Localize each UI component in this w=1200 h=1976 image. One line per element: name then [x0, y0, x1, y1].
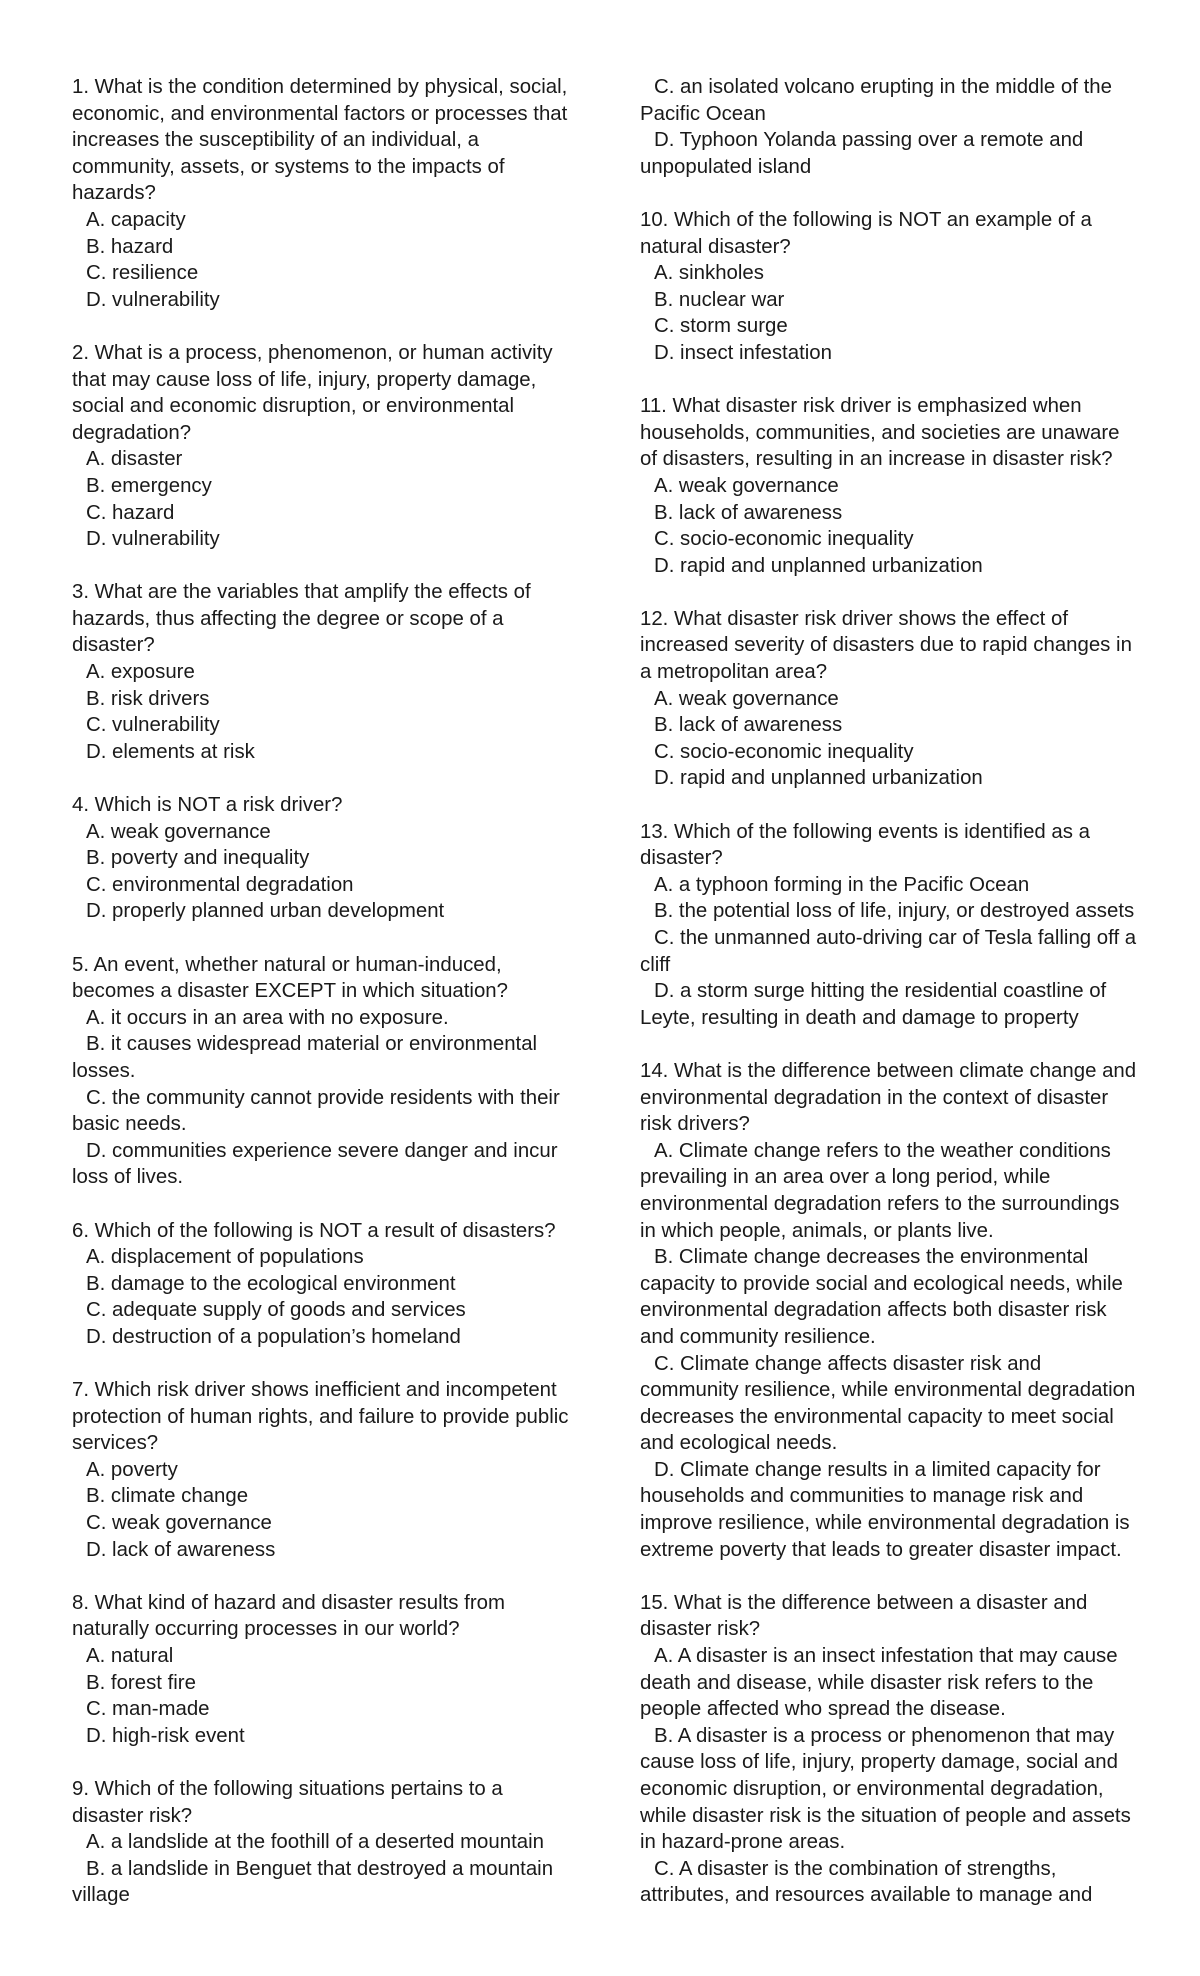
question-13 — [640, 819, 1140, 1032]
option-d: D. vulnerability — [86, 528, 220, 551]
question-10 — [640, 207, 1140, 367]
option-c: C. Climate change affects disaster risk and community resilience, while environmental degradation decreases the environmental capacity to meet social and ecological needs. — [640, 1352, 1136, 1455]
option-a: A. weak governance — [654, 474, 839, 497]
option-c: C. hazard — [86, 501, 175, 524]
option-c: C. vulnerability — [86, 714, 220, 737]
option-a: A. Climate change refers to the weather conditions prevailing in an area over a long period, while environmental degradation refers to the surroundings in which people, animals, or plants live. — [640, 1139, 1120, 1242]
option-a: A. disaster — [86, 448, 183, 471]
option-d: D. vulnerability — [86, 288, 220, 311]
option-b: B. it causes widespread material or environmental losses. — [72, 1033, 538, 1082]
option-c: C. man-made — [86, 1698, 210, 1721]
option-d: D. properly planned urban development — [86, 900, 445, 923]
option-d: D. a storm surge hitting the residential coastline of Leyte, resulting in death and damage to property — [640, 980, 1107, 1029]
question-9-continued — [640, 74, 1140, 180]
option-b: B. forest fire — [86, 1671, 196, 1694]
option-c: C. adequate supply of goods and services — [86, 1299, 466, 1322]
option-c: C. environmental degradation — [86, 873, 354, 896]
question-7 — [72, 1377, 572, 1563]
option-a: A. A disaster is an insect infestation that may cause death and disease, while disaster risk refers to the people affected who spread the disease. — [640, 1645, 1118, 1721]
option-d: D. lack of awareness — [86, 1538, 276, 1561]
option-d: D. rapid and unplanned urbanization — [654, 554, 983, 577]
option-b: B. A disaster is a process or phenomenon that may cause loss of life, injury, property damage, social and economic disruption, or environmental degradation, while disaster risk is the situation of people and assets in hazard-prone areas. — [640, 1724, 1131, 1854]
question-stem: 3. What are the variables that amplify the effects of hazards, thus affecting the degree or scope of a disaster? — [72, 581, 531, 657]
option-b: B. the potential loss of life, injury, or destroyed assets — [654, 900, 1135, 923]
question-stem: 12. What disaster risk driver shows the effect of increased severity of disasters due to rapid changes in a metropolitan area? — [640, 607, 1132, 684]
option-a: A. natural — [86, 1645, 174, 1668]
question-11 — [640, 393, 1140, 579]
option-a: A. weak governance — [654, 687, 839, 710]
question-stem: 4. Which is NOT a risk driver? — [72, 794, 343, 817]
option-a: A. displacement of populations — [86, 1246, 364, 1269]
option-c: C. socio-economic inequality — [654, 528, 914, 551]
question-6 — [72, 1218, 572, 1351]
question-stem: 15. What is the difference between a disaster and disaster risk? — [640, 1591, 1088, 1641]
option-a: A. sinkholes — [654, 262, 764, 285]
option-d: D. Typhoon Yolanda passing over a remote and unpopulated island — [640, 129, 1084, 178]
option-b: B. poverty and inequality — [86, 847, 310, 870]
option-d: D. insect infestation — [654, 341, 832, 364]
question-stem: 10. Which of the following is NOT an example of a natural disaster? — [640, 208, 1092, 258]
option-b: B. hazard — [86, 235, 174, 258]
option-b: B. risk drivers — [86, 687, 210, 710]
question-1 — [72, 74, 572, 313]
option-d: D. destruction of a population’s homeland — [86, 1325, 461, 1348]
option-b: B. nuclear war — [654, 288, 785, 311]
question-stem: 1. What is the condition determined by physical, social, economic, and environmental factors or processes that increases the susceptibility of an individual, a community, assets, or systems to the impacts of hazards? — [72, 76, 568, 205]
option-a: A. poverty — [86, 1458, 178, 1481]
question-stem: 8. What kind of hazard and disaster results from naturally occurring processes in our world? — [72, 1591, 505, 1641]
question-stem: 5. An event, whether natural or human-induced, becomes a disaster EXCEPT in which situation? — [72, 953, 508, 1003]
option-a: A. it occurs in an area with no exposure. — [86, 1006, 449, 1029]
question-2 — [72, 340, 572, 553]
option-b: B. emergency — [86, 474, 212, 497]
option-d: D. elements at risk — [86, 740, 255, 763]
option-c: C. resilience — [86, 262, 199, 285]
option-b: B. climate change — [86, 1485, 249, 1508]
option-a: A. weak governance — [86, 820, 271, 843]
option-c: C. A disaster is the combination of strengths, attributes, and resources available to manage and — [640, 1857, 1093, 1907]
option-b: B. Climate change decreases the environmental capacity to provide social and ecological needs, while environmental degradation affects both disaster risk and community resilience. — [640, 1246, 1123, 1348]
question-stem: 11. What disaster risk driver is emphasized when households, communities, and societies are unaware of disasters, resulting in an increase in disaster risk? — [640, 395, 1120, 471]
question-9 — [72, 1776, 572, 1909]
question-4 — [72, 792, 572, 925]
option-c: C. the unmanned auto-driving car of Tesla falling off a cliff — [640, 927, 1137, 976]
option-d: D. communities experience severe danger and incur loss of lives. — [72, 1139, 558, 1189]
option-c: C. storm surge — [654, 315, 788, 338]
question-15 — [640, 1590, 1140, 1909]
option-a: A. exposure — [86, 661, 195, 684]
right-column — [640, 74, 1140, 1936]
option-a: A. a typhoon forming in the Pacific Ocean — [654, 873, 1030, 896]
option-c: C. socio-economic inequality — [654, 740, 914, 763]
question-5 — [72, 952, 572, 1191]
option-c: C. weak governance — [86, 1512, 272, 1535]
option-b: B. a landslide in Benguet that destroyed a mountain village — [72, 1857, 554, 1907]
option-c: C. the community cannot provide residents with their basic needs. — [72, 1086, 560, 1136]
option-b: B. lack of awareness — [654, 501, 843, 524]
option-d: D. Climate change results in a limited capacity for households and communities to manage risk and improve resilience, while environmental degradation is extreme poverty that leads to greater disaster impact. — [640, 1458, 1130, 1561]
question-stem: 6. Which of the following is NOT a result of disasters? — [72, 1219, 556, 1242]
question-stem: 7. Which risk driver shows inefficient and incompetent protection of human rights, and failure to provide public services? — [72, 1379, 569, 1455]
question-3 — [72, 579, 572, 765]
option-b: B. lack of awareness — [654, 714, 843, 737]
question-stem: 13. Which of the following events is identified as a disaster? — [640, 820, 1090, 870]
option-d: D. rapid and unplanned urbanization — [654, 767, 983, 790]
option-b: B. damage to the ecological environment — [86, 1272, 456, 1295]
question-12 — [640, 606, 1140, 792]
option-c: C. an isolated volcano erupting in the middle of the Pacific Ocean — [640, 76, 1112, 125]
question-8 — [72, 1590, 572, 1750]
question-stem: 14. What is the difference between climate change and environmental degradation in the context of disaster risk drivers? — [640, 1059, 1137, 1136]
option-a: A. capacity — [86, 208, 186, 231]
question-14 — [640, 1058, 1140, 1563]
question-stem: 9. Which of the following situations pertains to a disaster risk? — [72, 1778, 503, 1827]
left-column — [72, 74, 572, 1936]
question-stem: 2. What is a process, phenomenon, or human activity that may cause loss of life, injury, property damage, social and economic disruption, or environmental degradation? — [72, 341, 553, 444]
option-d: D. high-risk event — [86, 1724, 245, 1747]
option-a: A. a landslide at the foothill of a deserted mountain — [86, 1831, 544, 1854]
